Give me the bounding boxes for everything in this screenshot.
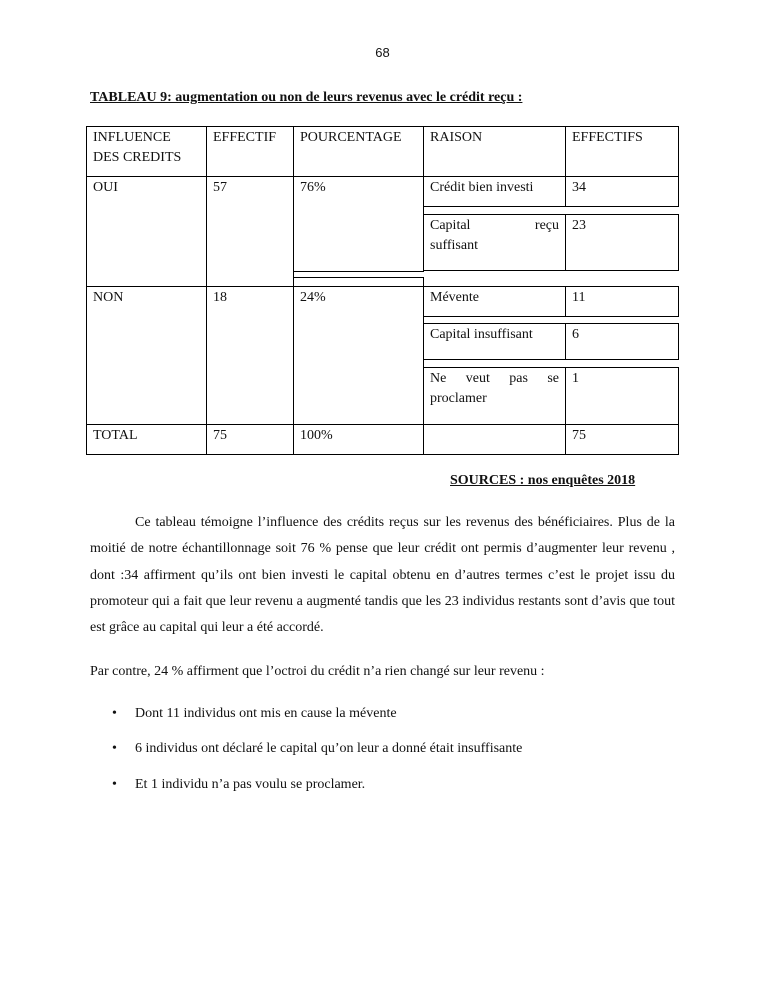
oui-raison-2 bbox=[423, 214, 566, 271]
analysis-paragraph: Ce tableau témoigne l’influence des crédits reçus sur les revenus des bénéficiaires. Plus de la moitié de notre échantillonnage soit 76 % pense que leur crédit ont permis d’augmenter leur revenu , dont :34 affirment qu’ils ont bien investi le capital obtenu en d’autres termes c’est le projet issu du promoteur qui a fait que leur revenu a augmenté tandis que les 23 individus restants sont d’avis que tout est grâce au capital qui leur a été accordé. bbox=[90, 515, 675, 636]
oui-effectifs-2: 23 bbox=[565, 214, 679, 271]
total-effectifs: 75 bbox=[565, 424, 679, 455]
oui-raison-2-line2: suffisant bbox=[430, 238, 478, 253]
header-effectifs: EFFECTIFS bbox=[565, 126, 679, 177]
table-source: SOURCES : nos enquêtes 2018 bbox=[450, 473, 636, 488]
non-raison-2: Capital insuffisant bbox=[423, 323, 566, 360]
contrast-paragraph: Par contre, 24 % affirment que l’octroi du crédit n’a rien changé sur leur revenu : bbox=[90, 664, 545, 679]
non-raison-1: Mévente bbox=[423, 286, 566, 317]
list-item: Et 1 individu n’a pas voulu se proclamer. bbox=[135, 777, 366, 792]
non-raison-3-line2: proclamer bbox=[430, 391, 487, 406]
oui-effectif: 57 bbox=[206, 176, 294, 287]
table-title: TABLEAU 9: augmentation ou non de leurs revenus avec le crédit reçu : bbox=[90, 90, 523, 105]
header-raison: RAISON bbox=[423, 126, 566, 177]
total-raison bbox=[423, 424, 566, 455]
oui-raison-2-line1: Capital reçu bbox=[430, 218, 559, 233]
non-effectifs-2: 6 bbox=[565, 323, 679, 360]
bullet-symbol: • bbox=[112, 706, 117, 721]
list-item: 6 individus ont déclaré le capital qu’on leur a donné était insuffisante bbox=[135, 741, 523, 756]
oui-effectifs-1: 34 bbox=[565, 176, 679, 207]
oui-label: OUI bbox=[86, 176, 207, 287]
list-item: Dont 11 individus ont mis en cause la mévente bbox=[135, 706, 397, 721]
non-raison-3-line1: Ne veut pas se bbox=[430, 371, 559, 386]
bullet-symbol: • bbox=[112, 777, 117, 792]
total-label: TOTAL bbox=[86, 424, 207, 455]
total-pourcentage: 100% bbox=[293, 424, 424, 455]
page-number: 68 bbox=[375, 45, 390, 60]
header-pourcentage: POURCENTAGE bbox=[293, 126, 424, 177]
non-effectifs-1: 11 bbox=[565, 286, 679, 317]
total-effectif: 75 bbox=[206, 424, 294, 455]
non-pourcentage: 24% bbox=[293, 286, 424, 425]
oui-raison-1: Crédit bien investi bbox=[423, 176, 566, 207]
non-label: NON bbox=[86, 286, 207, 425]
non-effectif: 18 bbox=[206, 286, 294, 425]
header-effectif: EFFECTIF bbox=[206, 126, 294, 177]
non-effectifs-3: 1 bbox=[565, 367, 679, 425]
non-raison-3 bbox=[423, 367, 566, 425]
oui-pourcentage: 76% bbox=[293, 176, 424, 272]
bullet-symbol: • bbox=[112, 741, 117, 756]
header-influence: INFLUENCE DES CREDITS bbox=[86, 126, 207, 177]
